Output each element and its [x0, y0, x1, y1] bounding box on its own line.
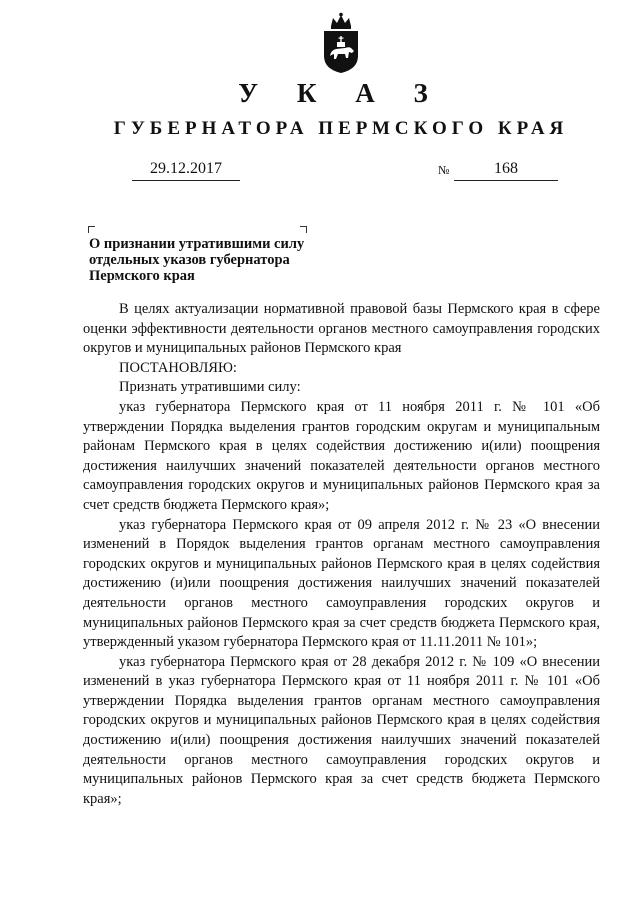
repealed-item-1: указ губернатора Пермского края от 11 ноября 2011 г. № 101 «Об утверждении Порядка выделения грантов городским округам и муниципальным районам Пермского края в целях содействия достижению и(или) поощрения достижения наилучших значений показателей деятельности органов местного самоуправления городских округов и муниципальных районов Пермского края за счет средств бюджета Пермского края»; — [83, 398, 600, 513]
subject-bracket-right — [300, 226, 307, 233]
preamble-paragraph: В целях актуализации нормативной правовой базы Пермского края в сфере оценки эффективности деятельности органов местного самоуправления городских округов и муниципальных районов Пермского края — [83, 301, 600, 357]
decree-word: ПОСТАНОВЛЯЮ: — [119, 359, 237, 376]
decree-body — [83, 300, 600, 809]
document-title: У К А З — [238, 78, 444, 108]
repealed-item-3: указ губернатора Пермского края от 28 декабря 2012 г. № 109 «О внесении изменений в указ губернатора Пермского края от 11 ноября 2011 г. № 101 «Об утверждении Порядка выделения грантов органам местного самоуправления городских округов и муниципальных районов Пермского края в целях содействия достижению и(или) поощрения достижения наилучших значений показателей деятельности органов местного самоуправления городских округов и муниципальных районов Пермского края за счет средств бюджета Пермского края»; — [83, 653, 600, 807]
decree-date: 29.12.2017 — [132, 160, 240, 181]
number-label: № — [438, 163, 450, 177]
repealed-item-2: указ губернатора Пермского края от 09 апреля 2012 г. № 23 «О внесении изменений в Порядок выделения грантов органам местного самоуправления городских округов и муниципальных районов Пермского края в целях содействия достижению (и)или поощрения достижения наилучших значений показателей деятельности органов местного самоуправления городских округов и муниципальных районов Пермского края за счет средств бюджета Пермского края, утвержденный указом губернатора Пермского края от 11.11.2011 № 101»; — [83, 516, 600, 651]
decree-number: 168 — [454, 160, 558, 181]
intro-paragraph: Признать утратившими силу: — [119, 379, 301, 396]
subject-bracket-left — [88, 226, 95, 233]
document-issuer: ГУБЕРНАТОРА ПЕРМСКОГО КРАЯ — [113, 118, 569, 139]
decree-subject: О признании утратившими силу отдельных указов губернатора Пермского края — [89, 236, 305, 284]
coat-of-arms-emblem-icon — [321, 12, 361, 74]
